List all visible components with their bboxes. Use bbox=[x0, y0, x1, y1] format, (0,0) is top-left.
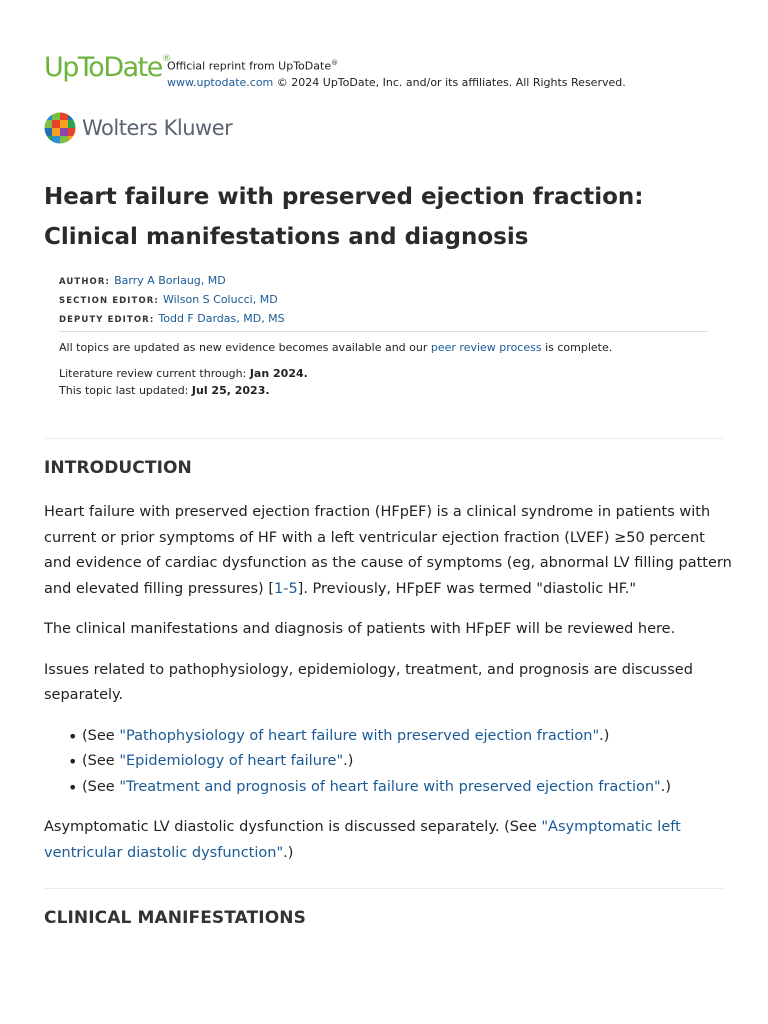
list-item: • (See "Treatment and prognosis of heart failure with preserved ejection fraction".) bbox=[68, 775, 734, 801]
list-item: • (See "Pathophysiology of heart failure with preserved ejection fraction".) bbox=[68, 724, 734, 750]
contributor-author: AUTHOR: Barry A Borlaug, MD bbox=[59, 274, 226, 287]
intro-paragraph-2: The clinical manifestations and diagnosis of patients with HFpEF will be reviewed here. bbox=[44, 621, 676, 637]
reference-link[interactable]: 1-5 bbox=[273, 580, 298, 597]
section-editor-link[interactable]: Wilson S Colucci, MD bbox=[162, 293, 278, 306]
introduction-heading: INTRODUCTION bbox=[44, 458, 192, 478]
deputy-editor-link[interactable]: Todd F Dardas, MD, MS bbox=[158, 312, 285, 325]
treatment-topic-link[interactable]: "Treatment and prognosis of heart failure with preserved ejection fraction" bbox=[119, 778, 661, 795]
section-divider bbox=[44, 888, 723, 889]
intro-paragraph-4: Asymptomatic LV diastolic dysfunction is discussed separately. (See "Asymptomatic left ventricular diastolic dysfunction".) bbox=[44, 819, 681, 861]
update-info bbox=[59, 339, 612, 399]
list-item: • (See "Epidemiology of heart failure".) bbox=[68, 749, 734, 775]
contributor-deputy-editor: DEPUTY EDITOR: Todd F Dardas, MD, MS bbox=[59, 312, 285, 325]
asymptomatic-dysfunction-topic-link[interactable]: "Asymptomatic left ventricular diastolic dysfunction" bbox=[44, 819, 681, 861]
clinical-manifestations-heading: CLINICAL MANIFESTATIONS bbox=[44, 908, 306, 928]
uptodate-logo: UpToDate® bbox=[44, 52, 171, 83]
contributor-section-editor: SECTION EDITOR: Wilson S Colucci, MD bbox=[59, 293, 278, 306]
wolters-kluwer-wordmark: Wolters Kluwer bbox=[82, 116, 233, 140]
contributors bbox=[59, 272, 285, 329]
section-divider bbox=[44, 438, 723, 439]
intro-paragraph-3: Issues related to pathophysiology, epidemiology, treatment, and prognosis are discussed separately. bbox=[44, 661, 693, 703]
reprint-line: Official reprint from UpToDate bbox=[167, 59, 332, 73]
pathophysiology-topic-link[interactable]: "Pathophysiology of heart failure with preserved ejection fraction" bbox=[119, 727, 600, 744]
last-updated-date: This topic last updated: Jul 25, 2023. bbox=[59, 384, 270, 397]
divider bbox=[59, 331, 708, 332]
intro-paragraph-1: Heart failure with preserved ejection fraction (HFpEF) is a clinical syndrome in patients with current or prior symptoms of HF with a left ventricular ejection fraction (LVEF) ≥50 percent and evidence of cardiac dysfunction as the cause of symptoms (eg, abnormal LV filling pattern and elevated filling pressures) [1-5]. Previously, HFpEF was termed "diastolic HF." bbox=[44, 504, 732, 597]
update-notice: All topics are updated as new evidence becomes available and our peer review process is complete. bbox=[59, 341, 613, 354]
see-also-list bbox=[44, 724, 734, 801]
article-title: Heart failure with preserved ejection fraction: Clinical manifestations and diagnosis bbox=[44, 184, 644, 250]
reprint-notice bbox=[167, 55, 626, 91]
registered-mark: ® bbox=[331, 59, 339, 67]
author-link[interactable]: Barry A Borlaug, MD bbox=[114, 274, 226, 287]
wolters-kluwer-mosaic-icon bbox=[44, 112, 76, 144]
literature-review-date: Literature review current through: Jan 2024. bbox=[59, 367, 308, 380]
uptodate-site-link[interactable]: www.uptodate.com bbox=[167, 75, 274, 89]
introduction-body bbox=[44, 500, 734, 866]
copyright-text: © 2024 UpToDate, Inc. and/or its affiliates. All Rights Reserved. bbox=[273, 75, 626, 89]
epidemiology-topic-link[interactable]: "Epidemiology of heart failure" bbox=[119, 753, 344, 769]
peer-review-link[interactable]: peer review process bbox=[430, 341, 542, 354]
